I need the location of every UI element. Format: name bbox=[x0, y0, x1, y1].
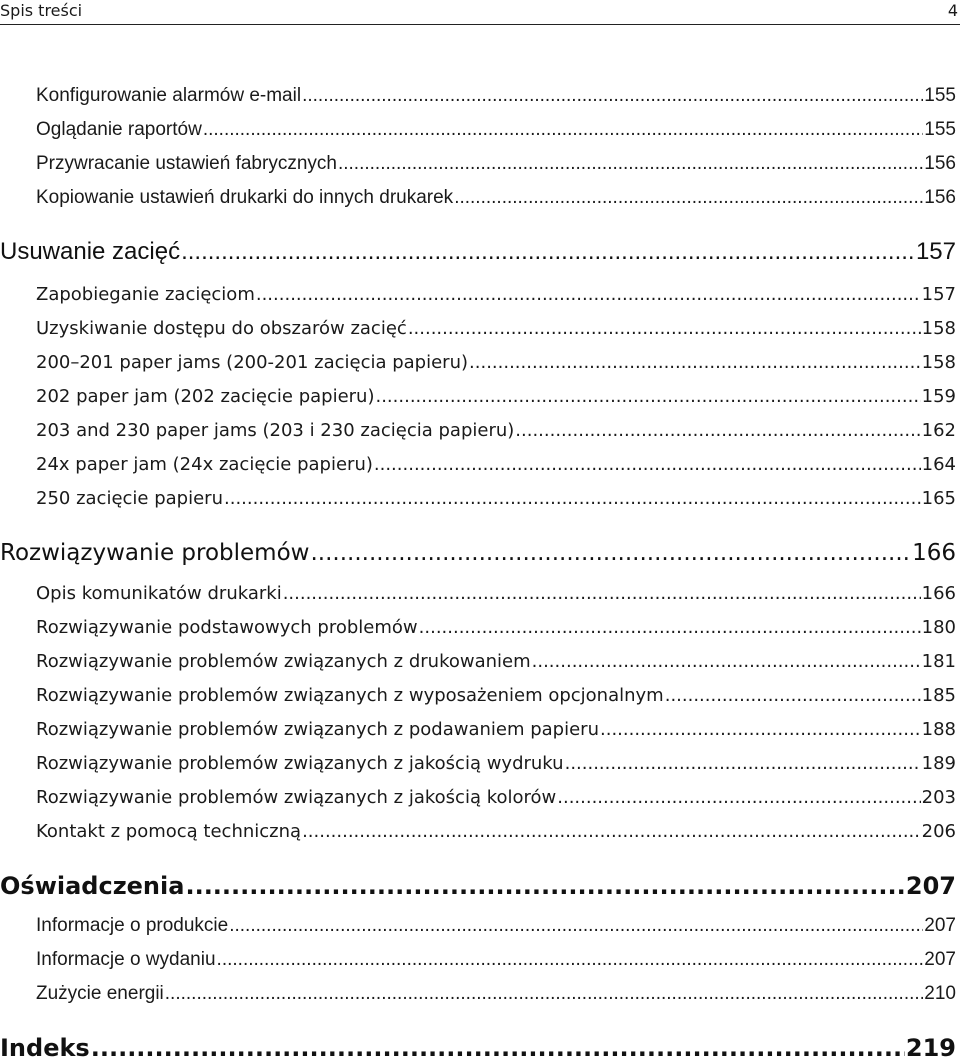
toc-entry-page: 158 bbox=[921, 318, 956, 339]
toc-leader-dots bbox=[454, 187, 923, 209]
toc-leader-dots bbox=[256, 284, 921, 305]
toc-entry-title: 200–201 paper jams (200-201 zacięcia papieru) bbox=[36, 352, 469, 373]
toc-entry-title: Kontakt z pomocą techniczną bbox=[36, 821, 302, 842]
toc-entry[interactable] bbox=[36, 386, 956, 407]
toc-leader-dots bbox=[515, 420, 920, 441]
toc-entry[interactable] bbox=[36, 153, 956, 175]
toc-entry-title: 24x paper jam (24x zacięcie papieru) bbox=[36, 454, 373, 475]
toc-entry-title: Konfigurowanie alarmów e-mail bbox=[36, 85, 302, 106]
toc-entry[interactable] bbox=[36, 915, 956, 937]
toc-entry-page: 188 bbox=[921, 719, 956, 740]
toc-leader-dots bbox=[469, 352, 921, 373]
toc-entry[interactable] bbox=[36, 187, 956, 209]
toc-entry[interactable] bbox=[36, 719, 956, 740]
toc-leader-dots bbox=[181, 238, 915, 266]
toc-entry[interactable] bbox=[36, 753, 956, 774]
toc-entry-title: Rozwiązywanie problemów związanych z drukowaniem bbox=[36, 651, 531, 672]
toc-entry-page: 166 bbox=[921, 583, 956, 604]
toc-entry-title: Informacje o wydaniu bbox=[36, 949, 216, 970]
toc-entry-title: Rozwiązywanie problemów związanych z podawaniem papieru bbox=[36, 719, 599, 740]
toc-leader-dots bbox=[565, 753, 921, 774]
toc-entry-title: Rozwiązywanie podstawowych problemów bbox=[36, 617, 418, 638]
toc-leader-dots bbox=[557, 787, 920, 808]
running-header-title: Spis treści bbox=[0, 1, 83, 20]
toc-chapter-page: 157 bbox=[915, 238, 956, 265]
toc-entry-page: 164 bbox=[921, 454, 956, 475]
toc-entry[interactable] bbox=[36, 617, 956, 638]
toc-entry-title: Uzyskiwanie dostępu do obszarów zacięć bbox=[36, 318, 407, 339]
toc-entry-page: 207 bbox=[924, 949, 956, 970]
toc-chapter-title: Usuwanie zacięć bbox=[0, 238, 181, 265]
toc-entry-title: Rozwiązywanie problemów związanych z jakością kolorów bbox=[36, 787, 557, 808]
toc-entry-page: 159 bbox=[921, 386, 956, 407]
toc-leader-dots bbox=[217, 949, 924, 971]
toc-leader-dots bbox=[419, 617, 921, 638]
toc-entry-page: 210 bbox=[924, 983, 956, 1004]
toc-chapter-title: Rozwiązywanie problemów bbox=[0, 540, 310, 566]
toc-entry[interactable] bbox=[36, 583, 956, 604]
toc-leader-dots bbox=[229, 915, 923, 937]
toc-leader-dots bbox=[338, 153, 923, 175]
toc-chapter-notices[interactable] bbox=[0, 872, 956, 900]
toc-leader-dots bbox=[408, 318, 921, 339]
toc-entry-title: Rozwiązywanie problemów związanych z wyposażeniem opcjonalnym bbox=[36, 685, 664, 706]
toc-entry[interactable] bbox=[36, 787, 956, 808]
toc-leader-dots bbox=[665, 685, 921, 706]
toc-leader-dots bbox=[375, 386, 920, 407]
toc-chapter-page: 207 bbox=[905, 872, 956, 900]
toc-leader-dots bbox=[532, 651, 921, 672]
toc-entry[interactable] bbox=[36, 949, 956, 971]
toc-entry-title: Oglądanie raportów bbox=[36, 119, 202, 140]
toc-entry-page: 157 bbox=[921, 284, 956, 305]
toc-chapter-title: Oświadczenia bbox=[0, 872, 185, 900]
toc-entry[interactable] bbox=[36, 420, 956, 441]
toc-entry-title: 202 paper jam (202 zacięcie papieru) bbox=[36, 386, 375, 407]
toc-entry-page: 189 bbox=[921, 753, 956, 774]
toc-entry-page: 155 bbox=[924, 85, 956, 106]
toc-leader-dots bbox=[302, 85, 923, 107]
toc-chapter-title: Indeks bbox=[0, 1034, 90, 1062]
toc-entry[interactable] bbox=[36, 352, 956, 373]
toc-leader-dots bbox=[283, 583, 921, 604]
toc-entry[interactable] bbox=[36, 85, 956, 107]
toc-entry-title: Zapobieganie zacięciom bbox=[36, 284, 255, 305]
toc-chapter-page: 219 bbox=[905, 1034, 956, 1062]
toc-entry-page: 165 bbox=[921, 488, 956, 509]
toc-entry-page: 206 bbox=[921, 821, 956, 842]
toc-entry-title: Informacje o produkcie bbox=[36, 915, 229, 936]
toc-leader-dots bbox=[185, 872, 904, 900]
toc-entry-page: 156 bbox=[924, 153, 956, 174]
toc-entry[interactable] bbox=[36, 821, 956, 842]
toc-leader-dots bbox=[374, 454, 921, 475]
toc-entry[interactable] bbox=[36, 454, 956, 475]
toc-leader-dots bbox=[302, 821, 921, 842]
toc-entry-page: 162 bbox=[921, 420, 956, 441]
toc-entry-page: 156 bbox=[924, 187, 956, 208]
toc-entry-title: 250 zacięcie papieru bbox=[36, 488, 223, 509]
toc-entry[interactable] bbox=[36, 983, 956, 1005]
toc-chapter-troubleshooting[interactable] bbox=[0, 540, 956, 566]
toc-entry-page: 155 bbox=[924, 119, 956, 140]
toc-entry-title: Opis komunikatów drukarki bbox=[36, 583, 282, 604]
toc-entry-title: Kopiowanie ustawień drukarki do innych drukarek bbox=[36, 187, 454, 208]
toc-entry-page: 207 bbox=[924, 915, 956, 936]
toc-chapter-jams[interactable] bbox=[0, 238, 956, 266]
toc-entry[interactable] bbox=[36, 318, 956, 339]
toc-entry[interactable] bbox=[36, 119, 956, 141]
toc-entry-title: 203 and 230 paper jams (203 i 230 zacięcia papieru) bbox=[36, 420, 515, 441]
toc-entry[interactable] bbox=[36, 284, 956, 305]
toc-leader-dots bbox=[600, 719, 921, 740]
toc-entry-page: 203 bbox=[921, 787, 956, 808]
toc-entry-title: Rozwiązywanie problemów związanych z jakością wydruku bbox=[36, 753, 564, 774]
toc-entry[interactable] bbox=[36, 488, 956, 509]
toc-entry-title: Przywracanie ustawień fabrycznych bbox=[36, 153, 337, 174]
toc-entry-page: 158 bbox=[921, 352, 956, 373]
toc-leader-dots bbox=[310, 540, 911, 566]
toc-entry-page: 185 bbox=[921, 685, 956, 706]
toc-leader-dots bbox=[165, 983, 924, 1005]
toc-leader-dots bbox=[91, 1034, 905, 1062]
toc-entry[interactable] bbox=[36, 685, 956, 706]
toc-entry-title: Zużycie energii bbox=[36, 983, 164, 1004]
toc-chapter-index[interactable] bbox=[0, 1034, 956, 1062]
toc-entry-page: 180 bbox=[921, 617, 956, 638]
running-header-page-number: 4 bbox=[947, 1, 958, 20]
toc-leader-dots bbox=[203, 119, 923, 141]
toc-chapter-page: 166 bbox=[912, 540, 956, 566]
toc-entry-page: 181 bbox=[921, 651, 956, 672]
toc-entry[interactable] bbox=[36, 651, 956, 672]
page-header bbox=[0, 0, 960, 25]
toc-leader-dots bbox=[224, 488, 921, 509]
